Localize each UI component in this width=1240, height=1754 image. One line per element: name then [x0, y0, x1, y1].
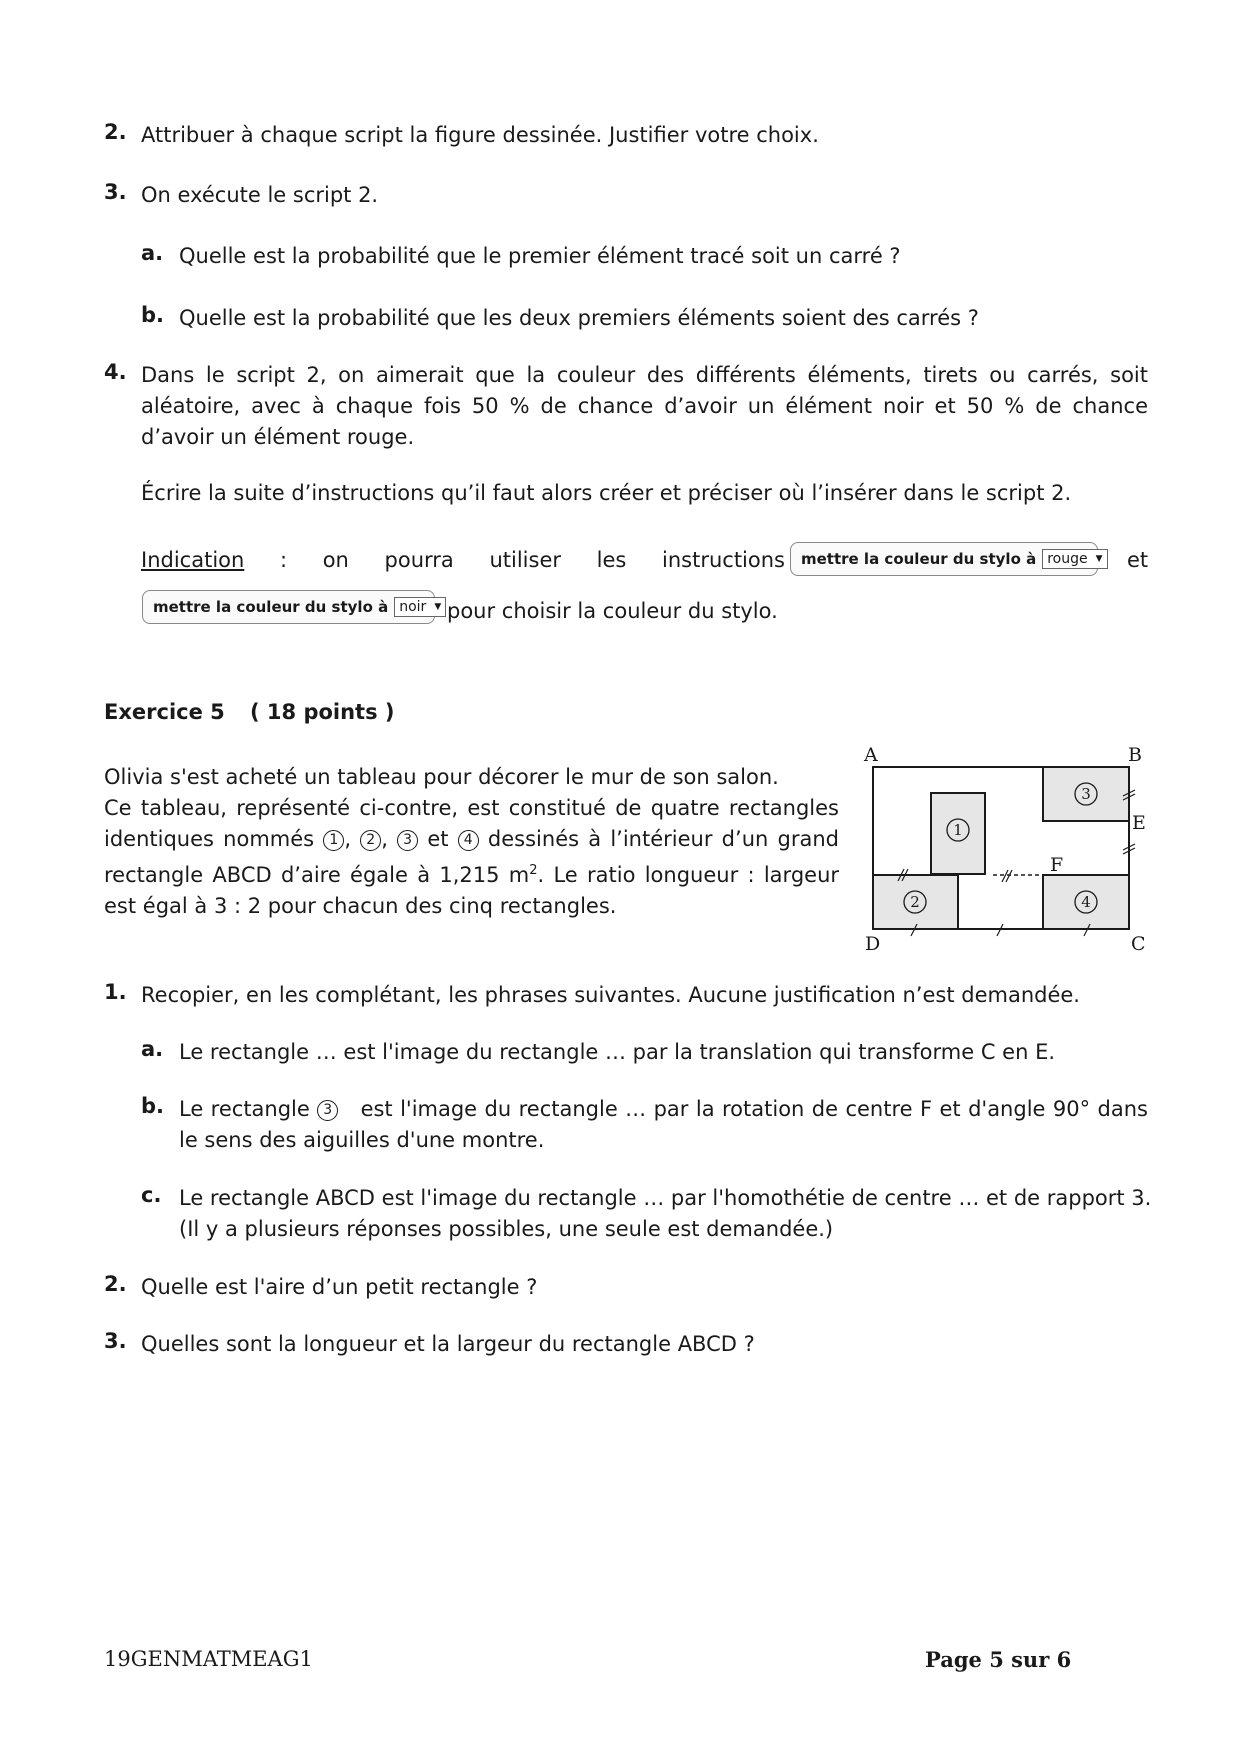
color-select-noir: noir ▼ — [394, 597, 446, 617]
ex5-q1c-label: c. — [141, 1183, 162, 1207]
ex5-q1-number: 1. — [104, 980, 127, 1004]
ex5-q1a-text: Le rectangle … est l'image du rectangle … par la translation qui transforme C en E. — [179, 1040, 1056, 1064]
rect-4-symbol: 4 — [458, 830, 479, 851]
exercise-title: Exercice 5 — [104, 700, 225, 724]
q3b-text: Quelle est la probabilité que les deux premiers éléments soient des carrés ? — [179, 306, 979, 330]
rect-2-label: 2 — [910, 893, 920, 911]
q4-number: 4. — [104, 360, 127, 384]
indication-word: pourra — [384, 548, 454, 572]
indication-word: : — [279, 548, 288, 572]
q2-number: 2. — [104, 120, 127, 144]
indication-word: on — [322, 548, 349, 572]
dropdown-arrow-icon: ▼ — [1095, 554, 1103, 564]
rect-1-symbol: 1 — [323, 830, 344, 851]
point-b: B — [1128, 744, 1142, 766]
scratch-block-noir — [142, 590, 442, 624]
color-select-rouge: rouge ▼ — [1042, 549, 1107, 569]
footer-code: 19GENMATMEAG1 — [104, 1647, 313, 1671]
rect-2-symbol: 2 — [360, 830, 381, 851]
ex5-intro-1: Olivia s'est acheté un tableau pour décorer le mur de son salon. — [104, 765, 779, 789]
block-text: mettre la couleur du stylo à — [153, 598, 389, 616]
ex5-q1b-text: Le rectangle 3 est l'image du rectangle … par la rotation de centre F et d'angle 90° dans le sens des aiguilles d'une montre. — [179, 1097, 1148, 1152]
rectangle-figure — [860, 740, 1150, 955]
ex5-q3-number: 3. — [104, 1329, 127, 1353]
q2-text: Attribuer à chaque script la figure dessinée. Justifier votre choix. — [141, 123, 819, 147]
q4-text2: Écrire la suite d’instructions qu’il faut alors créer et préciser où l’insérer dans le script 2. — [141, 481, 1072, 505]
ex5-intro-2: Ce tableau, représenté ci-contre, est constitué de quatre rectangles identiques nommés 1 , 2 , 3 et 4 dessinés à l’intérieur d’un grand rectangle ABCD d’aire égale à 1,215 $m^2$. Le ratio longueur : largeur est égal à 3 : 2 pour chacun des cinq rectangles. — [104, 796, 840, 918]
ex5-q1b-label: b. — [141, 1094, 165, 1118]
rect-1-label: 1 — [953, 821, 963, 839]
ex5-q2-number: 2. — [104, 1272, 127, 1296]
block-text: mettre la couleur du stylo à — [801, 550, 1037, 568]
ex5-q1a-label: a. — [141, 1037, 164, 1061]
point-a: A — [864, 744, 878, 766]
et-word: et — [1127, 548, 1149, 572]
scratch-block-rouge — [790, 542, 1103, 576]
ex5-q3-text: Quelles sont la longueur et la largeur du rectangle ABCD ? — [141, 1332, 755, 1356]
q4-text: Dans le script 2, on aimerait que la couleur des différents éléments, tirets ou carrés, soit aléatoire, avec à chaque fois 50 % de chance d’avoir un élément noir et 50 % de chance d’avoir un élément rouge. — [141, 363, 1148, 449]
ex5-q1c-text2: (Il y a plusieurs réponses possibles, une seule est demandée.) — [179, 1217, 834, 1241]
q3b-label: b. — [141, 303, 165, 327]
indication-word: utiliser — [489, 548, 561, 572]
point-f: F — [1050, 854, 1064, 876]
rect-3-symbol: 3 — [317, 1100, 338, 1121]
q3-text: On exécute le script 2. — [141, 183, 379, 207]
point-e: E — [1132, 812, 1146, 834]
point-d: D — [865, 933, 881, 955]
ex5-q2-text: Quelle est l'aire d’un petit rectangle ? — [141, 1275, 538, 1299]
dropdown-arrow-icon: ▼ — [434, 602, 442, 612]
ex5-q1-text: Recopier, en les complétant, les phrases suivantes. Aucune justification n’est demandée. — [141, 983, 1080, 1007]
indication-label: Indication — [141, 548, 245, 572]
after-block-text: pour choisir la couleur du stylo. — [447, 599, 778, 623]
rect-4-label: 4 — [1081, 893, 1091, 911]
q3a-text: Quelle est la probabilité que le premier élément tracé soit un carré ? — [179, 244, 901, 268]
indication-word: instructions — [662, 548, 785, 572]
q3-number: 3. — [104, 180, 127, 204]
exercise-points: ( 18 points ) — [250, 700, 395, 724]
footer-page: Page 5 sur 6 — [925, 1647, 1072, 1672]
ex5-q1c-text: Le rectangle ABCD est l'image du rectangle … par l'homothétie de centre … et de rapport 3. — [179, 1186, 1152, 1210]
rect-3-label: 3 — [1081, 785, 1091, 803]
rect-3-symbol: 3 — [397, 830, 418, 851]
point-c: C — [1131, 933, 1146, 955]
indication-line — [141, 545, 785, 575]
indication-word: les — [596, 548, 627, 572]
q3a-label: a. — [141, 241, 164, 265]
